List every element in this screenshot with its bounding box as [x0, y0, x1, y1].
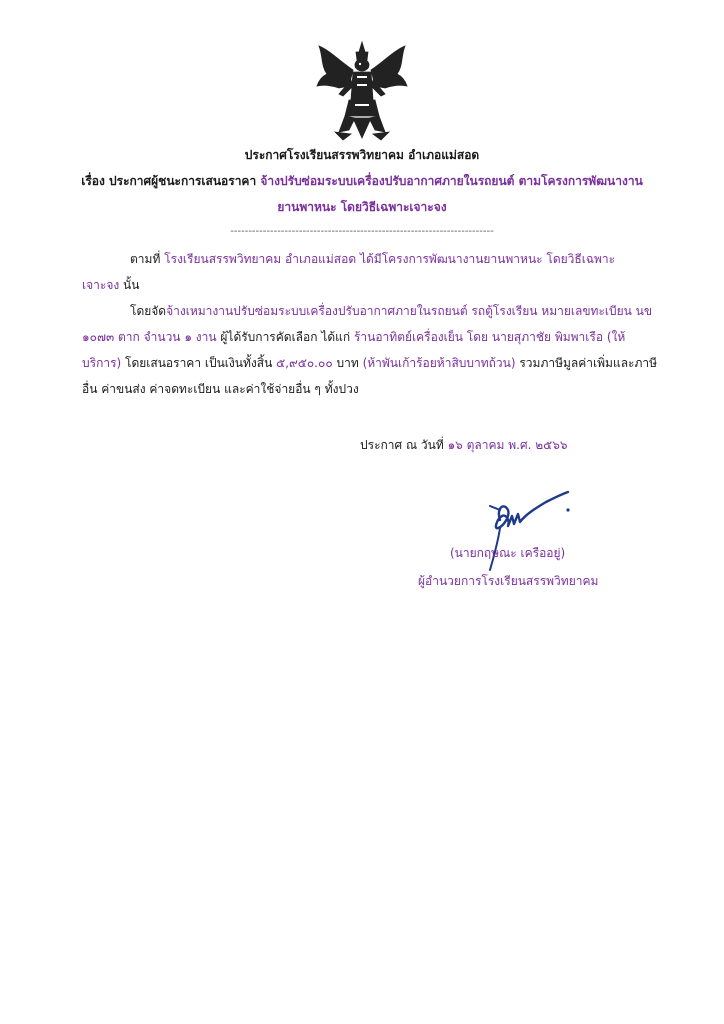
- p2-i: บาท: [332, 356, 363, 370]
- p2-a: โดยจัด: [130, 304, 167, 318]
- p2-l: อื่น ค่าขนส่ง ค่าจดทะเบียน และค่าใช้จ่ายอื่น ๆ ทั้งปวง: [82, 382, 359, 396]
- divider-text: -------------------------------------------------------------------------: [230, 226, 494, 237]
- p2-job: จ้างเหมางานปรับซ่อมระบบเครื่องปรับอากาศภายในรถยนต์ รถตู้โรงเรียน หมายเลขทะเบียน นข: [166, 304, 653, 318]
- subject-text: จ้างปรับซ่อมระบบเครื่องปรับอากาศภายในรถยนต์ ตามโครงการพัฒนางาน: [260, 174, 643, 188]
- paragraph-2-line-2: [82, 328, 625, 347]
- announcement-subject: [0, 172, 724, 191]
- announce-date: ๑๖ ตุลาคม พ.ศ. ๒๕๖๖: [447, 438, 568, 452]
- signer-position-text: ผู้อำนวยการโรงเรียนสรรพวิทยาคม: [418, 574, 599, 588]
- paragraph-2-line-3: [82, 354, 657, 373]
- p2-amount-words: (ห้าพันเก้าร้อยห้าสิบบาทถ้วน): [362, 356, 516, 370]
- paragraph-2-line-1: [130, 302, 652, 321]
- signer-position: [418, 572, 598, 591]
- p1-school: โรงเรียนสรรพวิทยาคม อำเภอแม่สอด: [164, 252, 357, 266]
- p1-a: ตามที่: [130, 252, 165, 266]
- p2-amount: ๕,๙๕๐.๐๐: [276, 356, 333, 370]
- signer-name: [450, 544, 565, 563]
- garuda-emblem-icon: [313, 40, 411, 144]
- announce-date-line: [360, 436, 567, 455]
- p2-k: รวมภาษีมูลค่าเพิ่มและภาษี: [515, 356, 658, 370]
- announcement-title-text: ประกาศโรงเรียนสรรพวิทยาคม อำเภอแม่สอด: [244, 148, 480, 162]
- p1-e: นั้น: [119, 278, 140, 292]
- paragraph-1-line-1: [130, 250, 615, 269]
- p2-vendor: ร้านอาทิตย์เครื่องเย็น โดย นายสุภาชัย พิมพาเรือ (ให้: [353, 330, 626, 344]
- subject-text-cont: ยานพาหนะ โดยวิธีเฉพาะเจาะจง: [277, 200, 447, 214]
- p2-f: บริการ): [82, 356, 122, 370]
- signer-name-text: (นายกฤษณะ เครืออยู่): [450, 546, 566, 560]
- p2-g: โดยเสนอราคา เป็นเงินทั้งสิ้น: [121, 356, 277, 370]
- p1-c: ได้มีโครงการพัฒนางานยานพาหนะ โดยวิธีเฉพาะ: [356, 252, 616, 266]
- announcement-title: [0, 146, 724, 165]
- announcement-subject-cont: [0, 198, 724, 217]
- signature-image: [470, 486, 580, 578]
- p1-d: เจาะจง: [82, 278, 120, 292]
- announce-prefix: ประกาศ ณ วันที่: [360, 438, 448, 452]
- divider: [0, 226, 724, 237]
- p2-c: ๑๐๗๓ ตาก จำนวน ๑ งาน: [82, 330, 217, 344]
- paragraph-2-line-4: [82, 380, 359, 399]
- paragraph-1-line-2: [82, 276, 139, 295]
- subject-prefix: เรื่อง ประกาศผู้ชนะการเสนอราคา: [81, 174, 261, 188]
- p2-d: ผู้ได้รับการคัดเลือก ได้แก่: [216, 330, 354, 344]
